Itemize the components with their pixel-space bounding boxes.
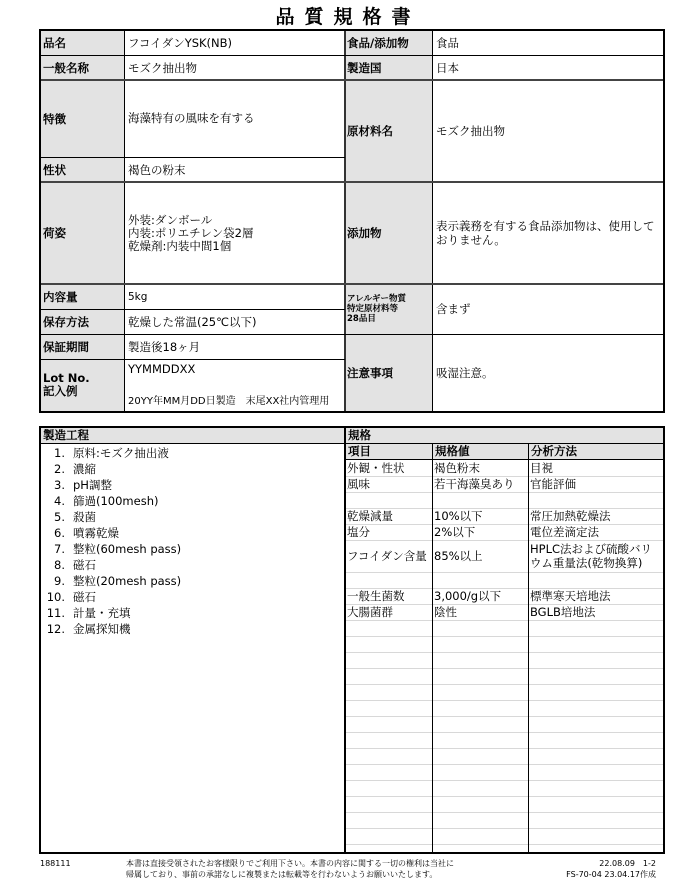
process-step bbox=[41, 605, 131, 621]
spec-cell-value: 85%以上 bbox=[434, 549, 483, 563]
packing-line: 内装:ポリエチレン袋2層 bbox=[128, 225, 254, 240]
process-step bbox=[41, 621, 131, 637]
process-step-number: 10. bbox=[46, 590, 65, 604]
spec-cell-value bbox=[434, 572, 527, 588]
raw-material-label: 原材料名 bbox=[345, 80, 432, 182]
spec-row-divider bbox=[346, 828, 663, 829]
additive-label: 添加物 bbox=[345, 182, 432, 284]
spec-cell-item: 外観・性状 bbox=[347, 461, 405, 475]
process-step bbox=[41, 557, 96, 573]
lot-value bbox=[124, 359, 345, 411]
feature-value: 海藻特有の風味を有する bbox=[124, 80, 345, 157]
process-step-text: 篩過(100mesh) bbox=[73, 494, 159, 508]
spec-row-divider bbox=[346, 684, 663, 685]
process-step-text: 濃縮 bbox=[73, 462, 96, 476]
process-step bbox=[41, 509, 96, 525]
process-step-text: 磁石 bbox=[73, 558, 96, 572]
spec-cell-method: 目視 bbox=[530, 461, 553, 475]
spec-cell-value: 褐色粉末 bbox=[434, 461, 480, 475]
packing-line: 外装:ダンボール bbox=[128, 212, 213, 227]
spec-row-divider bbox=[346, 844, 663, 845]
raw-material-value: モズク抽出物 bbox=[432, 80, 663, 182]
spec-cell-value: 若干海藻臭あり bbox=[434, 477, 515, 491]
process-step bbox=[41, 445, 169, 461]
storage-label: 保存方法 bbox=[41, 309, 124, 334]
process-step-text: 金属探知機 bbox=[73, 622, 131, 636]
spec-row-divider bbox=[346, 796, 663, 797]
allergen-label-line: 特定原材料等 bbox=[347, 304, 399, 314]
spec-cell-method bbox=[530, 492, 662, 508]
process-step-number: 4. bbox=[54, 494, 65, 508]
process-step bbox=[41, 525, 119, 541]
property-value: 褐色の粉末 bbox=[124, 157, 345, 182]
process-step-text: 噴霧乾燥 bbox=[73, 526, 119, 540]
process-step-number: 5. bbox=[54, 510, 65, 524]
content-label: 内容量 bbox=[41, 284, 124, 309]
spec-cell-method bbox=[530, 572, 662, 588]
footer-form: FS-70-04 23.04.17作成 bbox=[566, 870, 656, 879]
spec-cell-method: HPLC法および硫酸バリウム重量法(乾物換算) bbox=[530, 542, 653, 570]
spec-col-value: 規格値 bbox=[433, 444, 528, 460]
product-name-value: フコイダンYSK(NB) bbox=[124, 31, 345, 55]
footer-meta bbox=[566, 858, 656, 880]
process-step-number: 3. bbox=[54, 478, 65, 492]
process-step-number: 1. bbox=[54, 446, 65, 460]
lot-description: 20YY年MM月DD日製造 末尾XX社内管理用 bbox=[128, 396, 330, 407]
spec-row-divider bbox=[346, 812, 663, 813]
footer-code: 188111 bbox=[40, 859, 71, 868]
spec-cell-value: 3,000/g以下 bbox=[434, 589, 502, 603]
caution-value: 吸湿注意。 bbox=[432, 334, 663, 411]
packing-line: 乾燥剤:内装中間1個 bbox=[128, 238, 232, 253]
spec-row-divider bbox=[346, 636, 663, 637]
warranty-value: 製造後18ヶ月 bbox=[124, 334, 345, 359]
spec-row-divider bbox=[346, 748, 663, 749]
warranty-label: 保証期間 bbox=[41, 334, 124, 359]
packing-label: 荷姿 bbox=[41, 182, 124, 284]
process-step-text: 計量・充填 bbox=[73, 606, 131, 620]
process-step-number: 2. bbox=[54, 462, 65, 476]
footer-notice-line: 本書は直接受領されたお客様限りでご利用下さい。本書の内容に関する一切の権利は当社に bbox=[126, 859, 454, 868]
storage-value: 乾燥した常温(25℃以下) bbox=[124, 309, 345, 334]
process-step-number: 12. bbox=[46, 622, 65, 636]
spec-cell-value: 10%以下 bbox=[434, 509, 483, 523]
spec-cell-item: 乾燥減量 bbox=[347, 509, 393, 523]
document-title: 品質規格書 bbox=[275, 6, 421, 28]
process-step bbox=[41, 461, 96, 477]
lot-label-line: 記入例 bbox=[43, 384, 78, 398]
generic-name-label: 一般名称 bbox=[41, 55, 124, 80]
spec-cell-value: 2%以下 bbox=[434, 525, 476, 539]
additive-value: 表示義務を有する食品添加物は、使用しておりません。 bbox=[432, 182, 663, 284]
process-step-text: 磁石 bbox=[73, 590, 96, 604]
property-label: 性状 bbox=[41, 157, 124, 182]
spec-row-divider bbox=[346, 780, 663, 781]
process-step-text: 殺菌 bbox=[73, 510, 96, 524]
spec-cell-method: 常圧加熱乾燥法 bbox=[530, 509, 611, 523]
food-additive-label: 食品/添加物 bbox=[345, 31, 432, 55]
lot-example: YYMMDDXX bbox=[128, 362, 196, 376]
spec-col-item: 項目 bbox=[346, 444, 432, 460]
spec-cell-method: BGLB培地法 bbox=[530, 605, 596, 619]
spec-row-divider bbox=[346, 652, 663, 653]
process-step-text: pH調整 bbox=[73, 478, 112, 492]
process-step bbox=[41, 573, 181, 589]
packing-value bbox=[124, 182, 345, 284]
spec-cell-item bbox=[347, 492, 431, 508]
process-step bbox=[41, 589, 96, 605]
generic-name-value: モズク抽出物 bbox=[124, 55, 345, 80]
footer-notice-line: 帰属しており、事前の承諾なしに複製または転載等を行わないようお願いいたします。 bbox=[126, 870, 438, 879]
spec-cell-value: 陰性 bbox=[434, 605, 457, 619]
spec-cell-method: 標準寒天培地法 bbox=[530, 589, 611, 603]
spec-row-divider bbox=[346, 620, 663, 621]
process-step-text: 原料:モズク抽出液 bbox=[73, 446, 169, 460]
spec-row-divider bbox=[346, 732, 663, 733]
process-header: 製造工程 bbox=[41, 428, 345, 444]
spec-col-method: 分析方法 bbox=[529, 444, 663, 460]
process-step bbox=[41, 477, 112, 493]
feature-label: 特徴 bbox=[41, 80, 124, 157]
lot-label-line: Lot No. bbox=[43, 371, 90, 385]
caution-label: 注意事項 bbox=[345, 334, 432, 411]
spec-cell-item: 塩分 bbox=[347, 525, 370, 539]
spec-cell-item: 大腸菌群 bbox=[347, 605, 393, 619]
process-step bbox=[41, 493, 158, 509]
process-step-number: 7. bbox=[54, 542, 65, 556]
spec-cell-item: フコイダン含量 bbox=[347, 549, 427, 563]
process-step-text: 整粒(20mesh pass) bbox=[73, 574, 182, 588]
spec-cell-method: 官能評価 bbox=[530, 477, 576, 491]
process-spec-table bbox=[39, 426, 665, 854]
product-name-label: 品名 bbox=[41, 31, 124, 55]
process-step-number: 6. bbox=[54, 526, 65, 540]
spec-cell-value bbox=[434, 492, 527, 508]
food-additive-value: 食品 bbox=[432, 31, 663, 55]
process-step-number: 9. bbox=[54, 574, 65, 588]
process-step-number: 11. bbox=[46, 606, 65, 620]
process-step-number: 8. bbox=[54, 558, 65, 572]
allergen-value: 含まず bbox=[432, 284, 663, 334]
spec-row-divider bbox=[346, 716, 663, 717]
allergen-label bbox=[345, 284, 432, 334]
lot-label bbox=[41, 359, 124, 411]
country-value: 日本 bbox=[432, 55, 663, 80]
spec-cell-method: 電位差滴定法 bbox=[530, 525, 599, 539]
process-step bbox=[41, 541, 181, 557]
spec-cell-item: 一般生菌数 bbox=[347, 589, 405, 603]
spec-cell-item: 風味 bbox=[347, 477, 370, 491]
content-value: 5kg bbox=[124, 284, 345, 309]
country-label: 製造国 bbox=[345, 55, 432, 80]
spec-cell-item bbox=[347, 572, 431, 588]
spec-header: 規格 bbox=[346, 428, 663, 444]
allergen-label-line: 28品目 bbox=[347, 314, 376, 324]
spec-row-divider bbox=[346, 668, 663, 669]
product-info-table bbox=[39, 29, 665, 413]
footer-notice bbox=[126, 858, 454, 880]
spec-row-divider bbox=[346, 764, 663, 765]
spec-row-divider bbox=[346, 700, 663, 701]
footer-date-page: 22.08.09 1-2 bbox=[599, 859, 656, 868]
allergen-label-line: アレルギー物質 bbox=[347, 294, 406, 304]
process-step-text: 整粒(60mesh pass) bbox=[73, 542, 182, 556]
